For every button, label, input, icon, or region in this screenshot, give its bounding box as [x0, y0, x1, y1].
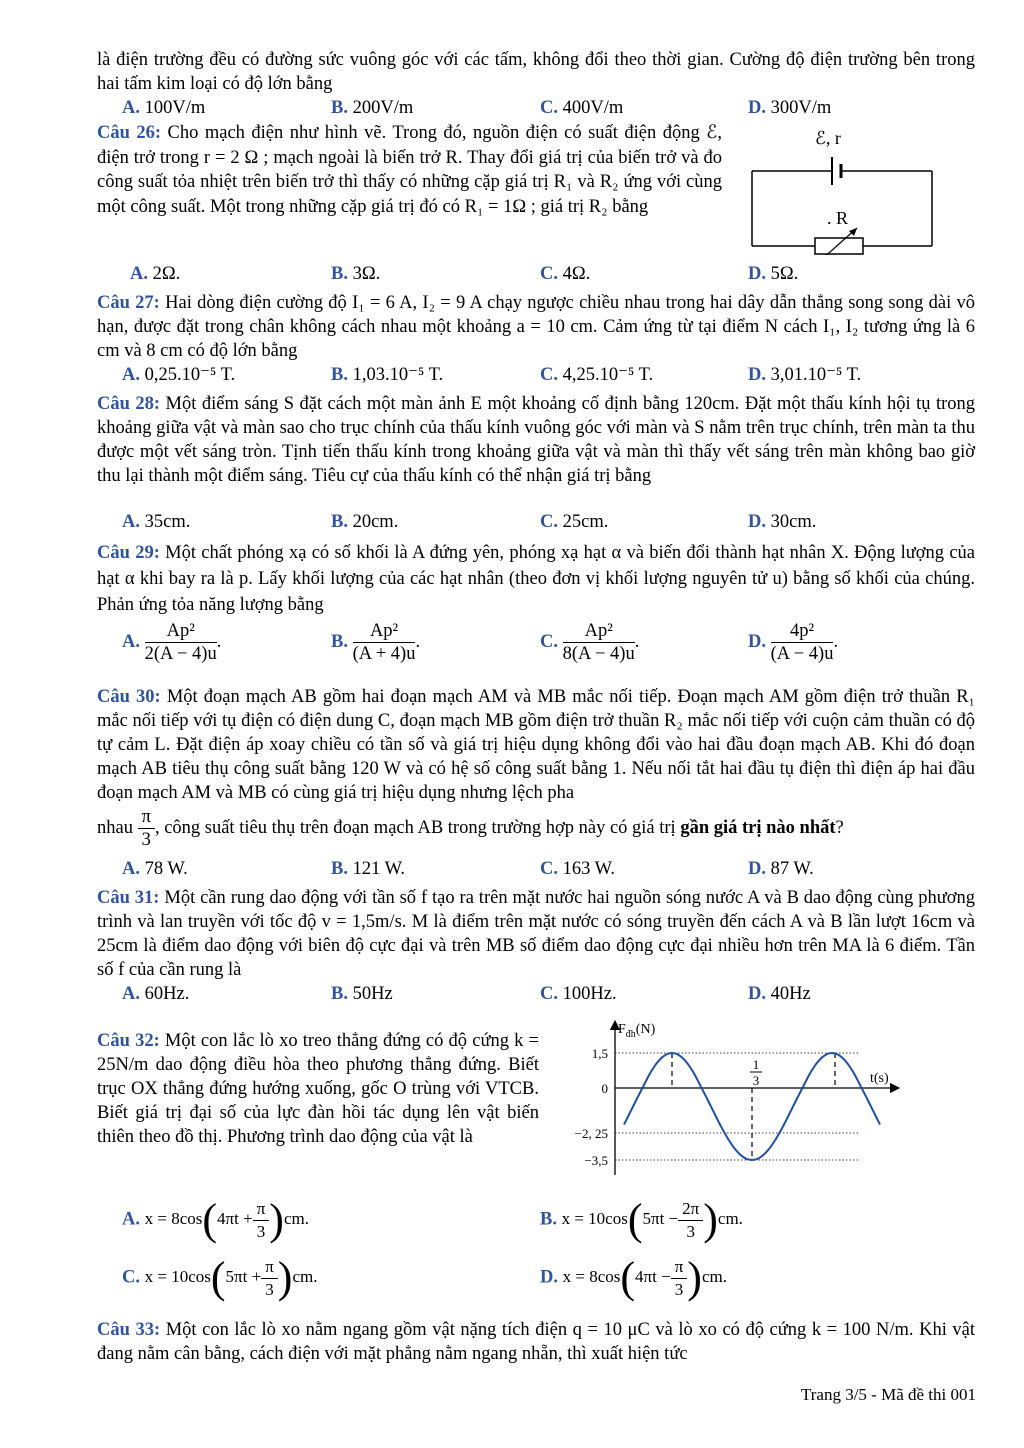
tick-third-num: 1: [752, 1057, 760, 1072]
q31-option-b: B. 50Hz: [331, 984, 393, 1004]
q27-option-b: B. 1,03.10⁻⁵ T.: [331, 365, 444, 385]
q30-text-line2: nhau $\frac{\pi}{3}$ , công suất tiêu thụ trên đoạn mạch AB trong trường hợp này có giá trị gần giá trị nào nhất?: [97, 807, 844, 850]
q31-option-c: C. 100Hz.: [540, 984, 617, 1004]
q28-option-b: B. 20cm.: [331, 512, 399, 532]
q30-option-d: D. 87 W.: [748, 859, 814, 879]
graph-x-label: t(s): [870, 1071, 889, 1086]
tick-third-den: 3: [752, 1073, 760, 1088]
q28-text: Câu 28: Một điểm sáng S đặt cách một màn ảnh E một khoảng cố định bằng 120cm. Đặt một thấu kính hội tụ trong khoảng giữa vật và màn sao cho trục chính của thấu kính vuông góc với màn và S nằm trên trục chính, trên màn ta thu được một vết sáng tròn. Tịnh tiến thấu kính trong khoảng giữa vật và màn thì thấy vết sáng trên màn không bao giờ thu lại thành một điểm sáng. Tiêu cự của thấu kính có thể nhận giá trị bằng: [97, 394, 976, 486]
q31-option-d: D. 40Hz: [748, 984, 811, 1004]
q25-option-c: C. 400V/m: [540, 98, 624, 118]
tick-0: 0: [601, 1081, 608, 1096]
q26-option-d: D. 5Ω.: [748, 264, 799, 284]
q25-option-a: A. 100V/m: [122, 98, 206, 118]
tick-neg-2-25: −2, 25: [574, 1126, 608, 1141]
tick-1-5: 1,5: [591, 1046, 608, 1061]
q30-text: Câu 30: Một đoạn mạch AB gồm hai đoạn mạch AM và MB mắc nối tiếp. Đoạn mạch AM gồm điện trở thuần R₁ mắc nối tiếp với tụ điện có điện dung C, đoạn mạch MB gồm điện trở thuần R₂ mắc nối tiếp với cuộn cảm thuần có độ tự cảm L. Đặt điện áp xoay chiều có tần số và giá trị hiệu dụng không đổi vào hai đầu đoạn mạch AB. Khi đó đoạn mạch AB tiêu thụ công suất bằng 120 W và có hệ số công suất bằng 1. Nếu nối tắt hai đầu tụ điện thì điện áp hai đầu đoạn mạch AM và MB có cùng giá trị hiệu dụng nhưng lệch pha: [97, 687, 975, 803]
q29-option-c: C. $\frac{\text{Ap²}}{8(A - 4)u}$ .: [540, 621, 640, 664]
q26-resistor-label: . R: [827, 208, 849, 228]
q25-text: là điện trường đều có đường sức vuông góc với các tấm, không đổi theo thời gian. Cường độ điện trường bên trong hai tấm kim loại có độ lớn bằng: [97, 50, 975, 94]
tick-neg-3-5: −3,5: [584, 1153, 608, 1168]
q25-option-d: D. 300V/m: [748, 98, 832, 118]
q32-option-b: B. x = 10cos(5πt − $\frac{2\pi}{3}$ )cm.: [540, 1195, 743, 1245]
q27-option-a: A. 0,25.10⁻⁵ T.: [122, 365, 236, 385]
q32-text: Câu 32: Một con lắc lò xo treo thẳng đứng có độ cứng k = 25N/m dao động điều hòa theo phương thẳng đứng. Biết trục OX thẳng đứng hướng xuống, gốc O trùng với VTCB. Biết giá trị đại số của lực đàn hồi tác dụng lên vật biến thiên theo đồ thị. Phương trình dao động của vật là: [97, 1031, 539, 1147]
q26-text: Câu 26: Cho mạch điện như hình vẽ. Trong đó, nguồn điện có suất điện động ℰ, điện trở trong r = 2 Ω ; mạch ngoài là biến trở R. Thay đổi giá trị của biến trở và đo công suất tỏa nhiệt trên biến trở thì thấy có những cặp giá trị R₁ và R₂ ứng với cùng một công suất. Một trong những cặp giá trị đó có R₁ = 1Ω ; giá trị R₂ bằng: [97, 123, 723, 217]
q25-option-b: B. 200V/m: [331, 98, 414, 118]
q26-option-c: C. 4Ω.: [540, 264, 591, 284]
q26-source-label: ℰ, r: [815, 128, 841, 148]
q32-option-c: C. x = 10cos(5πt + $\frac{\pi}{3}$ )cm.: [122, 1253, 318, 1303]
q29-option-b: B. $\frac{\text{Ap²}}{(A + 4)u}$ .: [331, 621, 421, 664]
q32-force-graph: [560, 1015, 910, 1180]
q30-option-b: B. 121 W.: [331, 859, 406, 879]
q26-option-a: A. 2Ω.: [130, 264, 181, 284]
page-footer: Trang 3/5 - Mã đề thi 001: [800, 1385, 976, 1404]
graph-y-label: $F_{đh}(N)$: [618, 1022, 656, 1040]
q31-text: Câu 31: Một cần rung dao động với tần số f tạo ra trên mặt nước hai nguồn sóng nước A và B dao động cùng phương trình và lan truyền với tốc độ v = 1,5m/s. M là điểm trên mặt nước có sóng truyền đến cách A và B lần lượt 16cm và 25cm là điểm dao động với biên độ cực đại và trên MB số điểm dao động cực đại nhiều hơn trên MA là 6 điểm. Tần số f của cần rung là: [97, 888, 976, 980]
q26-option-b: B. 3Ω.: [331, 264, 381, 284]
q27-option-c: C. 4,25.10⁻⁵ T.: [540, 365, 654, 385]
q29-option-d: D. $\frac{\text{4p²}}{(A - 4)u}$ .: [748, 621, 839, 664]
q28-option-d: D. 30cm.: [748, 512, 817, 532]
q28-option-a: A. 35cm.: [122, 512, 191, 532]
q33-text: Câu 33: Một con lắc lò xo nằm ngang gồm vật nặng tích điện q = 10 μC và lò xo có độ cứng k = 100 N/m. Khi vật đang nằm cân bằng, cách điện với mặt phẳng nằm ngang nhẵn, thì xuất hiện tức: [97, 1320, 976, 1364]
q27-option-d: D. 3,01.10⁻⁵ T.: [748, 365, 862, 385]
q28-option-c: C. 25cm.: [540, 512, 609, 532]
q31-option-a: A. 60Hz.: [122, 984, 190, 1004]
q30-option-c: C. 163 W.: [540, 859, 616, 879]
q29-option-a: A. $\frac{\text{Ap²}}{2(A - 4)u}$ .: [122, 621, 222, 664]
q29-text: Câu 29: Một chất phóng xạ có số khối là A đứng yên, phóng xạ hạt α và biến đổi thành hạt nhân X. Động lượng của hạt α khi bay ra là p. Lấy khối lượng của các hạt nhân (theo đơn vị khối lượng nguyên tử u) bằng số khối của chúng. Phản ứng tỏa năng lượng bằng: [97, 543, 975, 615]
q32-option-d: D. x = 8cos(4πt − $\frac{\pi}{3}$ )cm.: [540, 1253, 727, 1303]
q26-circuit-diagram: [745, 120, 945, 255]
q32-option-a: A. x = 8cos(4πt + $\frac{\pi}{3}$ )cm.: [122, 1195, 309, 1245]
q27-text: Câu 27: Hai dòng điện cường độ I₁ = 6 A, I₂ = 9 A chạy ngược chiều nhau trong hai dây dẫn thẳng song song dài vô hạn, được đặt trong chân không cách nhau một khoảng a = 10 cm. Cảm ứng từ tại điểm N cách I₁, I₂ tương ứng là 6 cm và 8 cm có độ lớn bằng: [97, 293, 976, 361]
variable-resistor: [815, 238, 863, 254]
q30-option-a: A. 78 W.: [122, 859, 188, 879]
